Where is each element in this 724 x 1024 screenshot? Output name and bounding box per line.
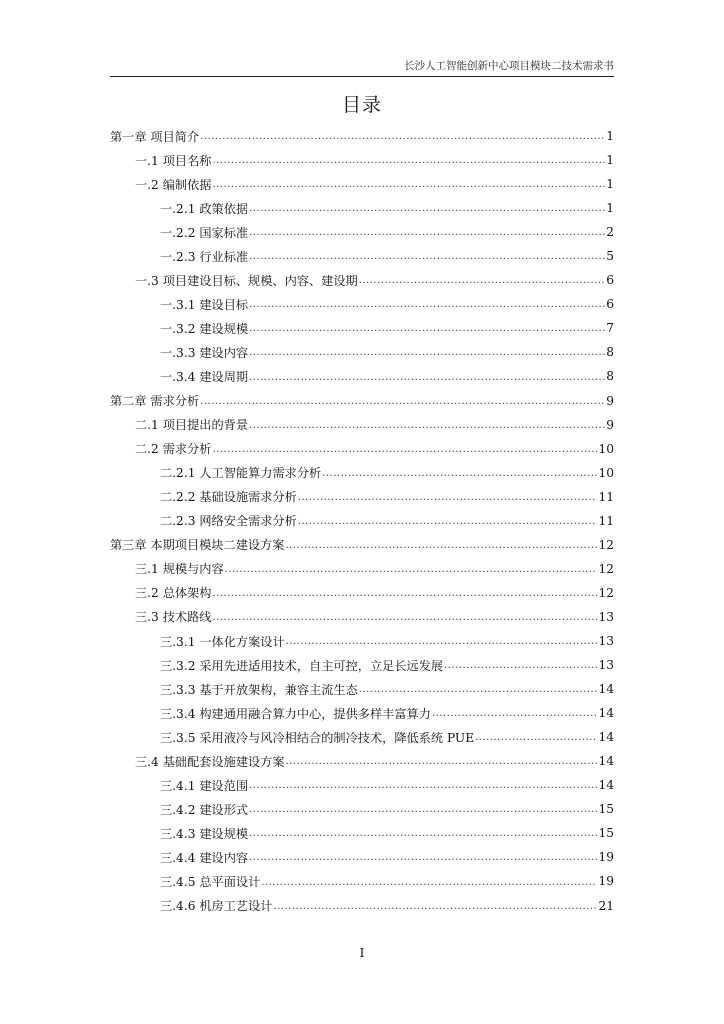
toc-entry-page: 11 <box>598 513 614 528</box>
toc-entry-page: 8 <box>606 369 614 384</box>
toc-entry[interactable] <box>110 244 614 268</box>
toc-entry-label: 二.2.3 网络安全需求分析 <box>160 514 297 529</box>
toc-leader-dots <box>322 468 597 485</box>
toc-leader-dots <box>200 396 605 413</box>
toc-entry-label: 三.2 总体架构 <box>135 586 212 601</box>
toc-entry[interactable] <box>110 749 614 773</box>
toc-entry-label: 一.2.3 行业标准 <box>160 249 249 264</box>
toc-entry-label: 一.2 编制依据 <box>135 177 212 192</box>
toc-entry-page: 13 <box>598 658 614 673</box>
toc-entry[interactable] <box>110 413 614 437</box>
toc-leader-dots <box>249 420 605 437</box>
toc-entry-page: 14 <box>598 730 614 745</box>
toc-entry[interactable] <box>110 629 614 653</box>
toc-leader-dots <box>261 877 597 894</box>
toc-entry-label: 三.4.3 建设规模 <box>160 826 249 841</box>
toc-entry-label: 三.1 规模与内容 <box>135 562 224 577</box>
toc-entry-label: 一.3.1 建设目标 <box>160 297 249 312</box>
toc-entry-label: 三.4.6 机房工艺设计 <box>160 899 273 914</box>
toc-entry-page: 6 <box>606 273 614 288</box>
toc-entry-page: 14 <box>598 754 614 769</box>
toc-leader-dots <box>212 612 597 629</box>
toc-entry[interactable] <box>110 725 614 749</box>
toc-entry[interactable] <box>110 364 614 388</box>
toc-entry-label: 一.1 项目名称 <box>135 153 212 168</box>
toc-leader-dots <box>475 732 597 749</box>
toc-entry[interactable] <box>110 148 614 172</box>
toc-entry[interactable] <box>110 894 614 918</box>
toc-entry[interactable] <box>110 485 614 509</box>
toc-entry[interactable] <box>110 701 614 725</box>
toc-entry[interactable] <box>110 557 614 581</box>
toc-entry-page: 9 <box>606 393 614 408</box>
toc-entry-page: 15 <box>598 826 614 841</box>
toc-leader-dots <box>225 564 598 581</box>
toc-entry-page: 12 <box>598 537 614 552</box>
toc-entry-label: 三.4.1 建设范围 <box>160 778 249 793</box>
toc-title: 目录 <box>341 94 382 116</box>
toc-leader-dots <box>212 179 605 196</box>
toc-entry-page: 12 <box>598 585 614 600</box>
toc-entry-page: 21 <box>598 898 614 913</box>
toc-leader-dots <box>444 660 597 677</box>
toc-entry-page: 19 <box>598 874 614 889</box>
toc-entry[interactable] <box>110 869 614 893</box>
toc-entry-label: 三.3.5 采用液冷与风冷相结合的制冷技术，降低系统 PUE <box>160 730 475 745</box>
toc-entry-label: 二.2.2 基础设施需求分析 <box>160 490 297 505</box>
toc-entry[interactable] <box>110 533 614 557</box>
toc-leader-dots <box>298 492 598 509</box>
toc-leader-dots <box>249 780 597 797</box>
toc-entry-label: 一.3 项目建设目标、规模、内容、建设期 <box>135 273 358 288</box>
toc-entry[interactable] <box>110 389 614 413</box>
toc-entry-label: 二.2 需求分析 <box>135 442 212 457</box>
toc-leader-dots <box>249 828 597 845</box>
toc-entry-label: 三.4.4 建设内容 <box>160 850 249 865</box>
toc-entry-label: 三.3.1 一体化方案设计 <box>160 634 285 649</box>
toc-leader-dots <box>249 372 605 389</box>
toc-entry[interactable] <box>110 845 614 869</box>
toc-leader-dots <box>359 275 606 292</box>
toc-entry[interactable] <box>110 172 614 196</box>
toc-leader-dots <box>249 323 605 340</box>
toc-leader-dots <box>286 540 598 557</box>
toc-entry-label: 三.3 技术路线 <box>135 610 212 625</box>
toc-entry-page: 13 <box>598 634 614 648</box>
toc-entry-page: 12 <box>598 561 614 576</box>
toc-entry[interactable] <box>110 316 614 340</box>
toc-leader-dots <box>249 852 597 869</box>
toc-entry[interactable] <box>110 340 614 364</box>
toc-entry-page: 14 <box>598 706 614 721</box>
toc-leader-dots <box>273 901 597 918</box>
toc-entry[interactable] <box>110 196 614 220</box>
toc-entry-label: 二.1 项目提出的背景 <box>135 418 249 433</box>
toc-entry-page: 1 <box>606 177 614 192</box>
toc-entry-page: 8 <box>606 345 614 360</box>
toc-leader-dots <box>286 636 598 653</box>
toc-entry[interactable] <box>110 220 614 244</box>
toc-leader-dots <box>249 203 605 220</box>
toc-entry[interactable] <box>110 677 614 701</box>
toc-entry-page: 10 <box>598 465 614 480</box>
toc-entry-page: 9 <box>606 417 614 432</box>
running-header: 长沙人工智能创新中心项目模块二技术需求书 <box>404 60 614 72</box>
toc-leader-dots <box>200 131 605 148</box>
toc-leader-dots <box>249 299 605 316</box>
toc-entry-page: 11 <box>598 489 614 504</box>
toc-entry-page: 10 <box>598 441 614 456</box>
toc-leader-dots <box>359 684 598 701</box>
toc-entry-page: 2 <box>606 225 614 240</box>
toc-leader-dots <box>212 588 597 605</box>
toc-leader-dots <box>249 804 597 821</box>
toc-entry[interactable] <box>110 605 614 629</box>
toc-entry-label: 三.3.4 构建通用融合算力中心，提供多样丰富算力 <box>160 706 431 721</box>
toc-entry[interactable] <box>110 773 614 797</box>
toc-entry-page: 13 <box>598 609 614 624</box>
toc-entry-page: 1 <box>606 201 614 216</box>
toc-entry-label: 第一章 项目简介 <box>110 129 200 144</box>
toc-entry-label: 三.4 基础配套设施建设方案 <box>135 754 285 769</box>
toc-entry[interactable] <box>110 509 614 533</box>
toc-leader-dots <box>212 444 597 461</box>
footer-page-number: I <box>359 946 365 960</box>
toc-entry-label: 三.3.3 基于开放架构，兼容主流生态 <box>160 682 358 697</box>
toc-entry[interactable] <box>110 461 614 485</box>
toc-entry[interactable] <box>110 124 614 148</box>
toc-leader-dots <box>249 227 605 244</box>
toc-entry-page: 15 <box>598 802 614 817</box>
toc-entry[interactable] <box>110 653 614 677</box>
toc-entry-label: 一.3.4 建设周期 <box>160 369 249 384</box>
toc-entry-page: 1 <box>606 153 614 168</box>
toc-entry-label: 一.3.3 建设内容 <box>160 345 249 360</box>
toc-leader-dots <box>212 155 605 172</box>
toc-entry-page: 7 <box>606 321 614 336</box>
toc-entry-page: 19 <box>598 850 614 865</box>
toc-entry-label: 一.2.2 国家标准 <box>160 225 249 240</box>
table-of-contents <box>110 124 614 918</box>
toc-entry-label: 第三章 本期项目模块二建设方案 <box>110 538 285 553</box>
toc-leader-dots <box>249 251 605 268</box>
toc-entry[interactable] <box>110 268 614 292</box>
toc-entry-label: 一.2.1 政策依据 <box>160 201 249 216</box>
toc-leader-dots <box>298 516 598 533</box>
toc-entry[interactable] <box>110 437 614 461</box>
toc-entry-label: 三.4.5 总平面设计 <box>160 874 261 889</box>
toc-entry-label: 三.4.2 建设形式 <box>160 802 249 817</box>
toc-entry-page: 5 <box>606 249 614 264</box>
header-rule <box>110 76 614 77</box>
toc-entry-page: 6 <box>606 297 614 312</box>
toc-entry-page: 14 <box>598 778 614 793</box>
toc-entry-label: 三.3.2 采用先进适用技术，自主可控，立足长远发展 <box>160 658 444 673</box>
toc-entry-label: 第二章 需求分析 <box>110 394 200 409</box>
toc-entry-page: 14 <box>598 682 614 697</box>
toc-entry-label: 二.2.1 人工智能算力需求分析 <box>160 466 322 481</box>
toc-leader-dots <box>249 347 605 364</box>
toc-entry[interactable] <box>110 797 614 821</box>
toc-entry[interactable] <box>110 292 614 316</box>
toc-entry[interactable] <box>110 581 614 605</box>
toc-leader-dots <box>432 708 598 725</box>
toc-leader-dots <box>286 756 598 773</box>
toc-entry-label: 一.3.2 建设规模 <box>160 321 249 336</box>
toc-entry-page: 1 <box>606 129 614 144</box>
toc-entry[interactable] <box>110 821 614 845</box>
